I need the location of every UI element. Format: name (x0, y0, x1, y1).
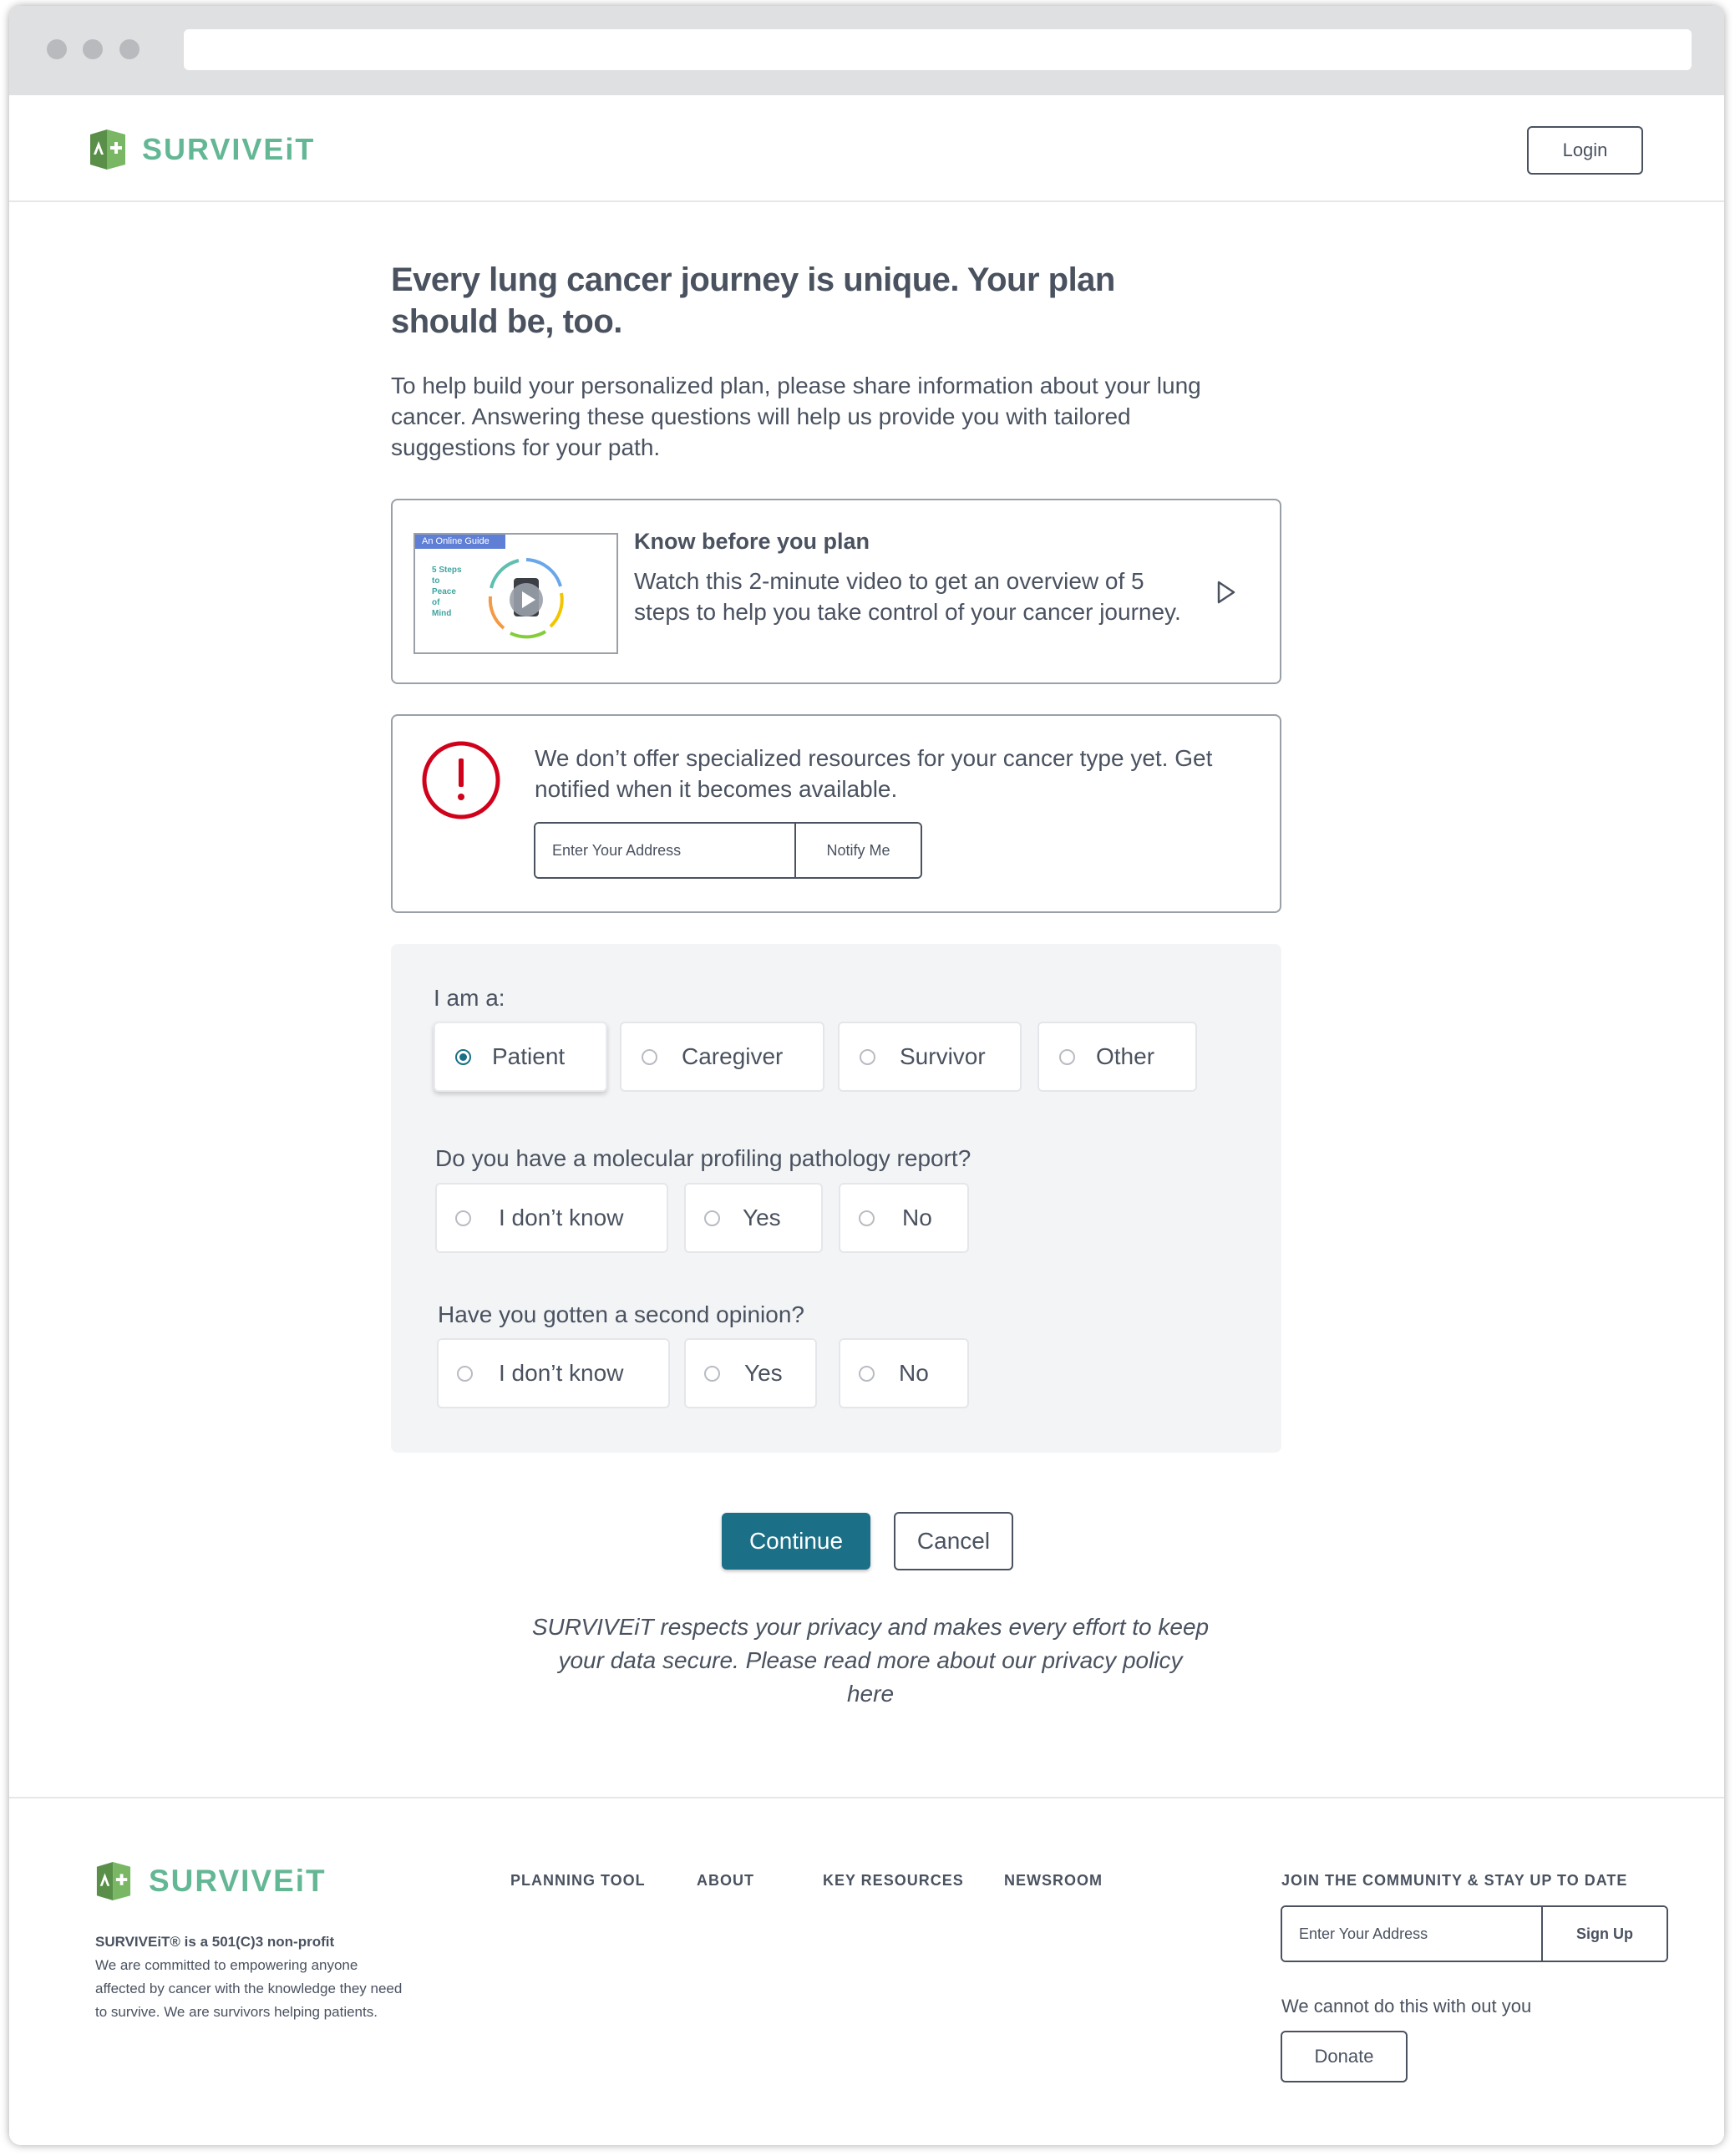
logo-text: SURVIVEiT (149, 1864, 327, 1898)
page-title-line-2: should be, too. (391, 303, 622, 340)
privacy-line-1: SURVIVEiT respects your privacy and makes every effort to keep (531, 1614, 1210, 1640)
newsletter-form (1281, 1905, 1668, 1962)
radio-selected-icon (455, 1049, 471, 1065)
logo-text: SURVIVEiT (142, 132, 316, 166)
second-opinion-option-no[interactable] (839, 1338, 969, 1408)
option-label: I don’t know (499, 1360, 624, 1386)
page-title-line-1: Every lung cancer journey is unique. Your plan (391, 261, 1115, 298)
thumbnail-title-line: Mind (432, 609, 452, 618)
profiling-question-label: Do you have a molecular profiling pathology report? (435, 1145, 971, 1171)
questionnaire-panel (391, 944, 1281, 1453)
browser-chrome (9, 6, 1724, 95)
notify-form (534, 822, 922, 879)
org-description (95, 1930, 404, 2024)
thumbnail-tag: An Online Guide (415, 535, 505, 549)
privacy-policy-link[interactable]: here (846, 1681, 895, 1707)
thumbnail-title-line: Peace (432, 587, 456, 596)
radio-icon (859, 1366, 875, 1382)
donate-tagline: We cannot do this with out you (1281, 1996, 1532, 2016)
notify-me-button[interactable]: Notify Me (796, 824, 921, 877)
site-header (9, 95, 1724, 202)
second-opinion-question-label: Have you gotten a second opinion? (438, 1301, 804, 1327)
unsupported-type-notice (391, 714, 1281, 913)
radio-icon (859, 1210, 875, 1226)
option-label: Patient (492, 1043, 566, 1069)
thumbnail-title-line: 5 Steps (432, 566, 462, 575)
radio-icon (704, 1366, 720, 1382)
privacy-note (474, 1611, 1267, 1711)
window-close-dot[interactable] (47, 39, 67, 59)
cancel-button[interactable]: Cancel (894, 1512, 1013, 1570)
second-opinion-option-dont-know[interactable] (437, 1338, 670, 1408)
profiling-option-yes[interactable] (684, 1183, 823, 1253)
radio-icon (704, 1210, 720, 1226)
join-community-title: JOIN THE COMMUNITY & STAY UP TO DATE (1281, 1872, 1628, 1889)
option-label: I don’t know (499, 1205, 624, 1230)
thumbnail-title-line: to (432, 576, 440, 586)
radio-icon (457, 1366, 473, 1382)
privacy-line-2: your data secure. Please read more about our privacy policy (558, 1647, 1183, 1673)
profiling-option-no[interactable] (839, 1183, 969, 1253)
play-icon[interactable] (1216, 581, 1236, 604)
profiling-option-dont-know[interactable] (435, 1183, 668, 1253)
site-footer (9, 1797, 1724, 2145)
site-logo[interactable] (89, 129, 315, 170)
video-thumbnail[interactable] (413, 533, 618, 654)
role-option-other[interactable] (1037, 1022, 1197, 1092)
donate-button[interactable]: Donate (1281, 2031, 1408, 2082)
option-label: Yes (744, 1360, 783, 1386)
radio-icon (642, 1049, 657, 1065)
thumbnail-title (432, 565, 462, 619)
video-title: Know before you plan (634, 529, 870, 554)
thumbnail-diagram-icon (480, 553, 572, 647)
footer-logo[interactable] (95, 1862, 327, 1900)
option-label: Yes (743, 1205, 781, 1230)
option-label: Caregiver (682, 1043, 784, 1069)
role-option-caregiver[interactable] (620, 1022, 824, 1092)
role-question-label: I am a: (434, 985, 505, 1011)
sign-up-button[interactable]: Sign Up (1543, 1907, 1667, 1961)
video-card[interactable] (391, 499, 1281, 684)
notice-text: We don’t offer specialized resources for your cancer type yet. Get notified when it becomes available. (535, 745, 1213, 802)
page-title (391, 259, 1226, 342)
radio-icon (860, 1049, 875, 1065)
logo-mark-icon (95, 1862, 132, 1900)
browser-window (9, 6, 1724, 2145)
intro-text: To help build your personalized plan, please share information about your lung cancer. Answering these questions will help us provide you with tailored suggestions for your path. (391, 373, 1201, 460)
window-maximize-dot[interactable] (119, 39, 140, 59)
footer-link-newsroom[interactable]: NEWSROOM (1004, 1872, 1103, 1889)
option-label: No (899, 1360, 929, 1386)
footer-link-key-resources[interactable]: KEY RESOURCES (823, 1872, 964, 1889)
org-title: SURVIVEiT® is a 501(C)3 non-profit (95, 1934, 335, 1950)
thumbnail-title-line: of (432, 598, 440, 607)
option-label: Survivor (900, 1043, 986, 1069)
second-opinion-option-yes[interactable] (684, 1338, 817, 1408)
notify-email-input[interactable] (535, 824, 796, 877)
option-label: No (902, 1205, 932, 1230)
continue-button[interactable]: Continue (722, 1513, 870, 1570)
address-bar[interactable] (184, 29, 1692, 70)
footer-link-planning-tool[interactable]: PLANNING TOOL (510, 1872, 646, 1889)
video-description: Watch this 2-minute video to get an overview of 5 steps to help you take control of your cancer journey. (634, 568, 1181, 625)
footer-link-about[interactable]: ABOUT (697, 1872, 754, 1889)
role-option-survivor[interactable] (838, 1022, 1022, 1092)
login-button[interactable]: Login (1527, 126, 1643, 175)
logo-mark-icon (89, 129, 127, 170)
option-label: Other (1096, 1043, 1155, 1069)
org-text: We are committed to empowering anyone affected by cancer with the knowledge they need to survive. We are survivors helping patients. (95, 1957, 403, 2020)
radio-icon (1059, 1049, 1075, 1065)
window-minimize-dot[interactable] (83, 39, 103, 59)
radio-icon (455, 1210, 471, 1226)
newsletter-email-input[interactable] (1282, 1907, 1543, 1961)
alert-icon (421, 740, 501, 820)
role-option-patient[interactable] (434, 1022, 607, 1092)
